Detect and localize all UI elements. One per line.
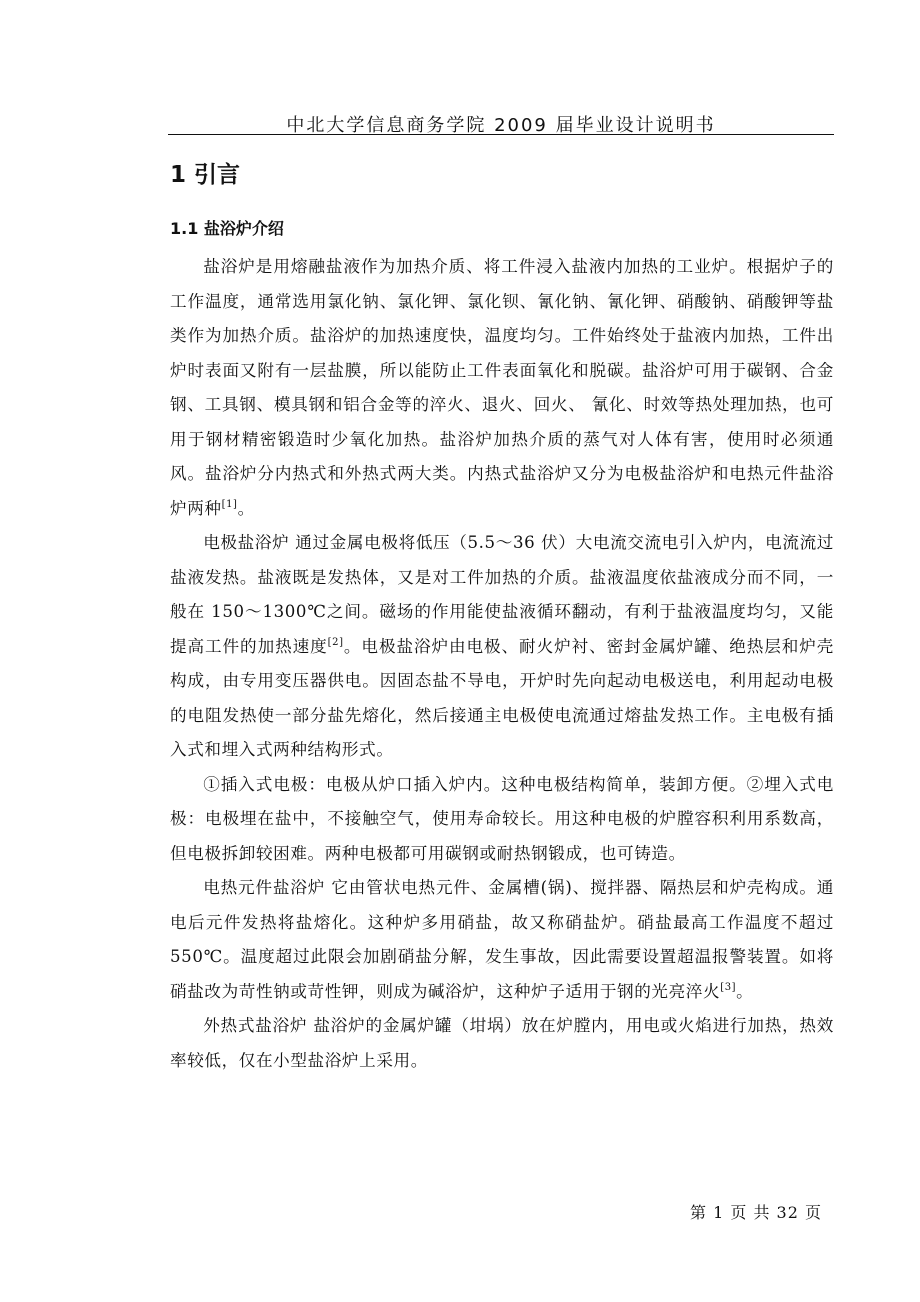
section-heading: 1.1 盐浴炉介绍 (170, 219, 284, 238)
paragraph-tail: 。电极盐浴炉由电极、耐火炉衬、密封金属炉罐、绝热层和炉壳构成，由专用变压器供电。因固态盐不导电，开炉时先向起动电极送电，利用起动电极的电阻发热使一部分盐先熔化，然后接通主电极使电流通过熔盐发热工作。主电极有插入式和埋入式两种结构形式。 (170, 636, 834, 759)
citation-ref: [2] (327, 636, 344, 648)
paragraph (170, 250, 834, 526)
running-header: 中北大学信息商务学院 2009 届毕业设计说明书 (286, 115, 716, 136)
page-footer: 第 1 页 共 32 页 (690, 1203, 822, 1222)
header-rule (168, 134, 834, 135)
paragraph-text: 外热式盐浴炉 盐浴炉的金属炉罐（坩埚）放在炉膛内，用电或火焰进行加热，热效率较低，仅在小型盐浴炉上采用。 (170, 1016, 834, 1070)
paragraph-text: 盐浴炉是用熔融盐液作为加热介质、将工件浸入盐液内加热的工业炉。根据炉子的工作温度，通常选用氯化钠、氯化钾、氯化钡、氰化钠、氰化钾、硝酸钠、硝酸钾等盐类作为加热介质。盐浴炉的加热速度快，温度均匀。工件始终处于盐液内加热，工件出炉时表面又附有一层盐膜，所以能防止工件表面氧化和脱碳。盐浴炉可用于碳钢、合金钢、工具钢、模具钢和铝合金等的淬火、退火、回火、 氰化、时效等热处理加热，也可用于钢材精密锻造时少氧化加热。盐浴炉加热介质的蒸气对人体有害，使用时必须通风。盐浴炉分内热式和外热式两大类。内热式盐浴炉又分为电极盐浴炉和电热元件盐浴炉两种 (170, 257, 834, 518)
paragraph (170, 871, 834, 1009)
paragraph (170, 526, 834, 768)
paragraph-tail: 。 (736, 981, 754, 1001)
citation-ref: [3] (720, 981, 737, 993)
paragraph (170, 768, 834, 872)
body-text (170, 250, 834, 1078)
paragraph (170, 1009, 834, 1078)
paragraph-text: 电热元件盐浴炉 它由管状电热元件、金属槽(锅)、搅拌器、隔热层和炉壳构成。通电后元件发热将盐熔化。这种炉多用硝盐，故又称硝盐炉。硝盐最高工作温度不超过 550℃。温度超过此限会加剧硝盐分解，发生事故，因此需要设置超温报警装置。如将硝盐改为苛性钠或苛性钾，则成为碱浴炉，这种炉子适用于钢的光亮淬火 (170, 878, 834, 1001)
chapter-heading: 1 引言 (170, 162, 241, 188)
paragraph-tail: 。 (237, 498, 255, 518)
paragraph-text: 电极盐浴炉 通过金属电极将低压（5.5～36 伏）大电流交流电引入炉内，电流流过盐液发热。盐液既是发热体，又是对工件加热的介质。盐液温度依盐液成分而不同，一般在 150～1300℃之间。磁场的作用能使盐液循环翻动，有利于盐液温度均匀，又能提高工件的加热速度 (170, 533, 834, 656)
paragraph-text: ①插入式电极：电极从炉口插入炉内。这种电极结构简单，装卸方便。②埋入式电极：电极埋在盐中，不接触空气，使用寿命较长。用这种电极的炉膛容积利用系数高，但电极拆卸较困难。两种电极都可用碳钢或耐热钢锻成，也可铸造。 (170, 774, 834, 863)
citation-ref: [1] (221, 498, 238, 510)
